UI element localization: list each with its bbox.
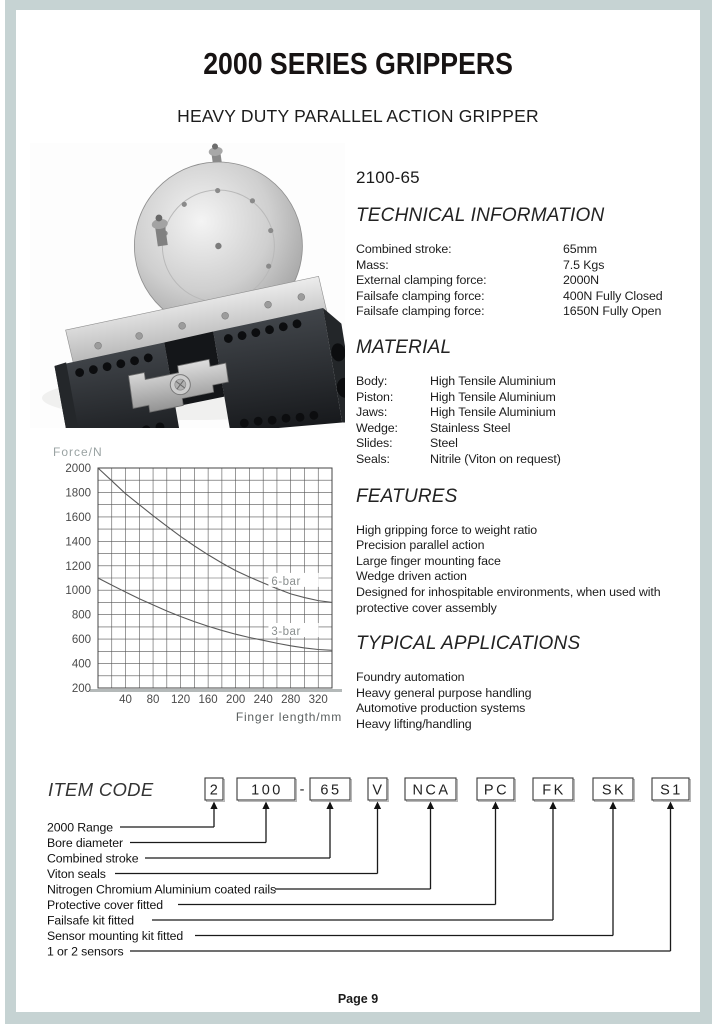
row-label: Slides: (356, 436, 393, 451)
row-value: High Tensile Aluminium (430, 389, 556, 404)
material-row (356, 390, 694, 406)
y-axis-title: Force/N (53, 445, 103, 459)
code-label: Combined stroke (47, 851, 139, 866)
row-label: Piston: (356, 389, 394, 404)
arrow-up-icon (427, 802, 434, 810)
material-row (356, 452, 694, 468)
code-box-text: 65 (320, 782, 342, 799)
y-tick-label: 1200 (65, 560, 91, 573)
y-tick-label: 1800 (65, 487, 91, 500)
y-tick-label: 1000 (65, 585, 91, 598)
feature-item: Wedge driven action (356, 569, 467, 584)
row-label: External clamping force: (356, 273, 487, 288)
y-tick-label: 1400 (65, 536, 91, 549)
code-box-text: SK (601, 782, 627, 799)
y-tick-label: 1600 (65, 511, 91, 524)
features-heading: FEATURES (356, 485, 458, 507)
features-list (356, 523, 686, 617)
code-label: Failsafe kit fitted (47, 913, 134, 928)
item-code-diagram (30, 775, 694, 969)
code-label: Nitrogen Chromium Aluminium coated rails (47, 882, 277, 897)
material-row (356, 436, 694, 452)
material-rows (356, 374, 694, 468)
row-value: 400N Fully Closed (563, 288, 663, 303)
row-label: Failsafe clamping force: (356, 304, 485, 319)
spec-row (356, 304, 694, 320)
feature-item: High gripping force to weight ratio (356, 522, 538, 537)
y-tick-label: 200 (71, 683, 91, 695)
application-item: Heavy lifting/handling (356, 716, 472, 731)
y-tick-label: 800 (71, 609, 91, 622)
application-item: Foundry automation (356, 670, 465, 685)
application-item: Automotive production systems (356, 701, 526, 716)
info-column (356, 168, 694, 732)
code-box-text: 2 (209, 782, 221, 799)
row-label: Jaws: (356, 405, 388, 420)
arrow-up-icon (326, 802, 333, 810)
material-row (356, 374, 694, 390)
application-item: Heavy general purpose handling (356, 685, 532, 700)
code-separator: - (299, 782, 305, 798)
arrow-up-icon (374, 802, 381, 810)
y-tick-label: 600 (71, 634, 91, 647)
page-number: Page 9 (337, 992, 379, 1006)
arrow-up-icon (210, 802, 217, 810)
page-body (16, 10, 700, 1012)
row-value: High Tensile Aluminium (430, 373, 556, 388)
row-value: Steel (430, 436, 458, 451)
code-label: Viton seals (47, 867, 106, 881)
material-heading: MATERIAL (356, 336, 452, 358)
code-label: 1 or 2 sensors (47, 944, 124, 959)
row-label: Body: (356, 373, 388, 388)
material-row (356, 421, 694, 437)
y-tick-label: 2000 (65, 463, 91, 475)
spec-row (356, 258, 694, 274)
spec-row (356, 242, 694, 258)
code-label: Sensor mounting kit fitted (47, 929, 184, 943)
material-row (356, 405, 694, 421)
row-value: 7.5 Kgs (563, 257, 605, 272)
product-photo (30, 143, 345, 428)
model-number: 2100-65 (356, 168, 420, 187)
row-label: Combined stroke: (356, 242, 452, 256)
arrow-up-icon (262, 802, 269, 810)
arrow-up-icon (492, 802, 499, 810)
page-subtitle: HEAVY DUTY PARALLEL ACTION GRIPPER (177, 106, 539, 126)
code-label: Bore diameter (47, 836, 123, 850)
row-label: Failsafe clamping force: (356, 288, 485, 303)
item-code-heading: ITEM CODE (48, 779, 154, 800)
technical-rows (356, 242, 694, 320)
x-tick-label: 120 (170, 694, 191, 706)
force-chart (45, 443, 347, 725)
spec-row (356, 273, 694, 289)
row-value: 1650N Fully Open (563, 304, 662, 319)
typical-applications-heading: TYPICAL APPLICATIONS (356, 633, 581, 655)
y-tick-label: 400 (71, 658, 91, 671)
code-box-text: S1 (660, 782, 683, 799)
x-tick-label: 320 (308, 694, 328, 706)
code-box-text: V (372, 782, 385, 799)
code-box-text: FK (542, 782, 566, 799)
spec-row (356, 289, 694, 305)
series-label: 3-bar (271, 626, 301, 638)
row-label: Seals: (356, 451, 390, 466)
arrow-up-icon (549, 802, 556, 810)
series-curve-3-bar (98, 575, 332, 650)
feature-item: Designed for inhospitable environments, when used with protective cover assembly (356, 584, 661, 615)
row-value: Stainless Steel (430, 420, 511, 435)
row-label: Wedge: (356, 420, 398, 435)
row-value: High Tensile Aluminium (430, 405, 556, 420)
feature-item: Large finger mounting face (356, 553, 501, 568)
code-label: Protective cover fitted (47, 898, 163, 912)
series-label: 6-bar (271, 575, 301, 588)
x-tick-label: 200 (226, 694, 246, 706)
x-tick-label: 40 (119, 694, 132, 706)
x-axis-title: Finger length/mm (235, 710, 342, 724)
row-value: 65mm (563, 242, 598, 256)
code-box-text: PC (483, 782, 510, 799)
row-value: 2000N (563, 273, 600, 288)
arrow-up-icon (609, 802, 616, 810)
x-tick-label: 280 (281, 694, 301, 706)
x-tick-label: 160 (198, 694, 218, 706)
technical-information-heading: TECHNICAL INFORMATION (356, 205, 605, 226)
row-value: Nitrile (Viton on request) (430, 451, 561, 466)
code-label: 2000 Range (47, 820, 114, 835)
feature-item: Precision parallel action (356, 538, 485, 553)
applications-list (356, 670, 694, 732)
code-box-text: 100 (251, 782, 283, 799)
x-tick-label: 240 (253, 694, 273, 706)
page-title: 2000 SERIES GRIPPERS (203, 46, 513, 81)
x-tick-label: 80 (146, 694, 160, 706)
code-box-text: NCA (412, 782, 451, 799)
arrow-up-icon (667, 802, 674, 810)
row-label: Mass: (356, 257, 389, 272)
